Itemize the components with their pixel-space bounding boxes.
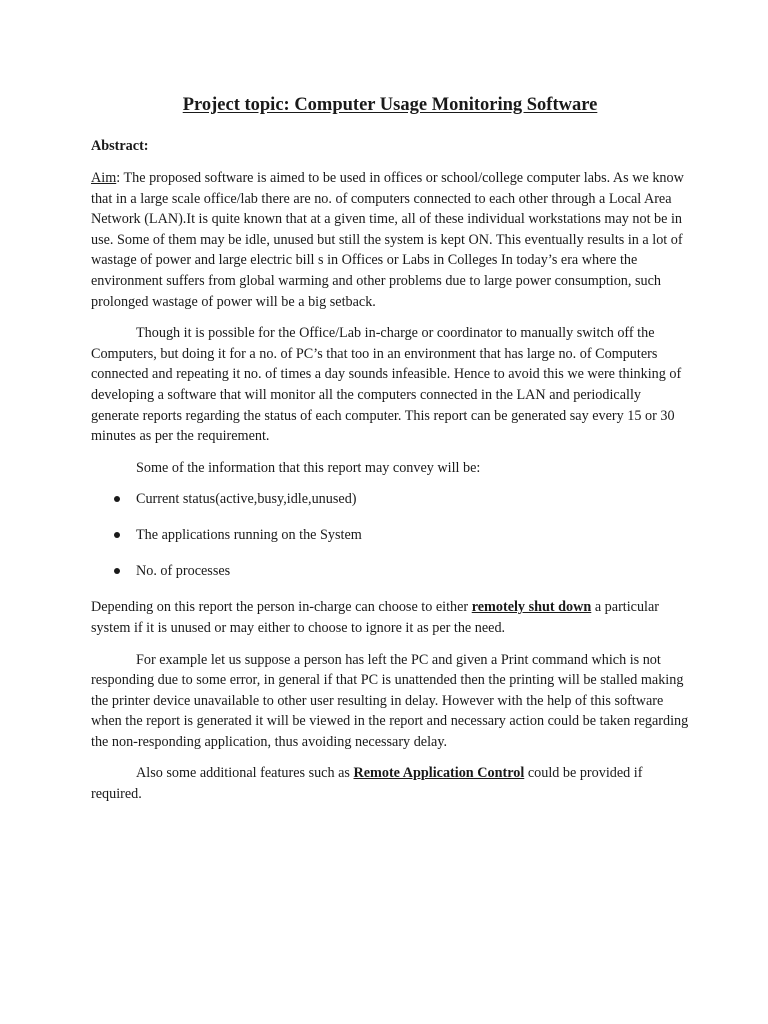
bullet-icon bbox=[114, 496, 120, 502]
para4-before: Depending on this report the person in-charge can choose to either bbox=[91, 599, 472, 616]
list-item bbox=[91, 489, 689, 510]
document-page bbox=[91, 92, 689, 816]
aim-paragraph bbox=[91, 168, 689, 312]
paragraph-additional-features bbox=[91, 763, 689, 804]
list-item-text: Current status(active,busy,idle,unused) bbox=[136, 491, 357, 508]
para6-before: Also some additional features such as bbox=[136, 765, 354, 782]
para6-after: could be provided if required. bbox=[91, 765, 643, 803]
report-info-list bbox=[91, 489, 689, 582]
paragraph-remote-shutdown bbox=[91, 597, 689, 638]
list-item-text: No. of processes bbox=[136, 563, 231, 580]
list-item bbox=[91, 561, 689, 582]
paragraph-report-info: Some of the information that this report may convey will be: bbox=[136, 459, 481, 476]
bullet-icon bbox=[114, 532, 120, 538]
paragraph-print-example: For example let us suppose a person has left the PC and given a Print command which is not responding due to some error, in general if that PC is unattended then the printing will be stalled making the printer device unavailable to other user resulting in delay. However with the help of this software when the report is generated it will be viewed in the report and necessary action could be taken regarding the non-responding application, thus avoiding necessary delay. bbox=[91, 651, 689, 750]
remote-shutdown-emphasis: remotely shut down bbox=[471, 599, 592, 616]
bullet-icon bbox=[114, 568, 120, 574]
list-item-text: The applications running on the System bbox=[136, 527, 362, 544]
remote-app-control-emphasis: Remote Application Control bbox=[353, 765, 525, 782]
document-title: Project topic: Computer Usage Monitoring Software bbox=[182, 95, 598, 115]
aim-label: Aim bbox=[91, 170, 117, 186]
list-item bbox=[91, 525, 689, 546]
paragraph-manual-switch-off: Though it is possible for the Office/Lab in-charge or coordinator to manually switch off the Computers, but doing it for a no. of PC’s that too in an environment that has large no. of Computers connected and repeating it no. of times a day sounds infeasible. Hence to avoid this we were thinking of developing a software that will monitor all the computers connected in the LAN and periodically generate reports regarding the status of each computer. This report can be generated say every 15 or 30 minutes as per the requirement. bbox=[91, 325, 682, 445]
para4-after: a particular system if it is unused or may either to choose to ignore it as per the need. bbox=[91, 599, 660, 636]
abstract-heading: Abstract: bbox=[91, 138, 149, 154]
aim-text: : The proposed software is aimed to be used in offices or school/college computer labs. As we know that in a large scale office/lab there are no. of computers connected to each other through a Local Area Network (LAN).It is quite known that at a given time, all of these individual workstations may not be in use. Some of them may be idle, unused but still the system is kept ON. This eventually results in a lot of wastage of power and large electric bill s in Offices or Labs in Colleges In today’s era where the environment suffers from global warming and other problems due to large power consumption, such prolonged wastage of power will be a big setback. bbox=[91, 170, 684, 310]
